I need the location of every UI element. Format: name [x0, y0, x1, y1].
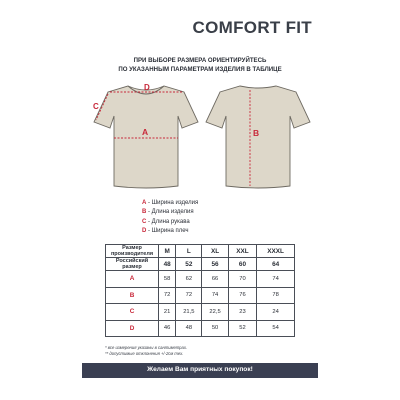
legend-key: B [142, 209, 147, 216]
footer-text: Желаем Вам приятных покупок! [147, 366, 253, 373]
table-cell: 48 [176, 320, 202, 337]
table-row [106, 304, 295, 321]
size-table [105, 244, 295, 337]
legend-item-c [142, 218, 302, 227]
table-cell: XXL [228, 245, 257, 258]
footnote-1: * все измерения указаны в сантиметрах. [105, 345, 188, 350]
table-header-row [106, 245, 295, 258]
table-cell: 22,5 [202, 304, 228, 321]
table-row [106, 320, 295, 337]
legend-text: - Длина изделия [146, 209, 194, 216]
table-cell: 56 [202, 258, 228, 271]
table-cell: 24 [257, 304, 295, 321]
legend-text: - Ширина плеч [146, 228, 189, 235]
table-cell: 54 [257, 320, 295, 337]
legend-text: - Длина рукава [146, 218, 190, 225]
footnote-2: ** допустимые отклонения +/-2см тех. [105, 351, 184, 356]
shirt-back-diagram [204, 82, 312, 192]
table-cell: 60 [228, 258, 257, 271]
table-cell: 50 [202, 320, 228, 337]
table-row [106, 287, 295, 304]
legend-key: D [142, 228, 147, 235]
legend-item-b [142, 208, 302, 217]
intro-line-2: ПО УКАЗАННЫМ ПАРАМЕТРАМ ИЗДЕЛИЯ В ТАБЛИЦЕ [118, 66, 282, 73]
table-cell: B [106, 287, 159, 304]
table-cell: Размер производителя [106, 245, 159, 258]
table-cell: L [176, 245, 202, 258]
table-cell: 66 [202, 271, 228, 288]
footer-banner [82, 363, 318, 378]
table-cell: A [106, 271, 159, 288]
measurement-legend [142, 199, 302, 237]
table-row-ru-size [106, 258, 295, 271]
intro-text [82, 56, 318, 74]
measure-c-label: C [93, 102, 99, 111]
table-cell: 23 [228, 304, 257, 321]
legend-text: - Ширина изделия [146, 200, 199, 206]
table-cell: C [106, 304, 159, 321]
table-cell: 21,5 [176, 304, 202, 321]
table-cell: 21 [159, 304, 176, 321]
legend-key: C [142, 218, 147, 225]
table-row [106, 271, 295, 288]
table-cell: D [106, 320, 159, 337]
header-title: COMFORT FIT [192, 18, 312, 37]
table-cell: 74 [257, 271, 295, 288]
table-cell: 78 [257, 287, 295, 304]
legend-item-a [142, 199, 302, 208]
shirt-diagrams [82, 82, 318, 192]
table-cell: 48 [159, 258, 176, 271]
table-cell: 46 [159, 320, 176, 337]
table-cell: 74 [202, 287, 228, 304]
table-cell: M [159, 245, 176, 258]
table-cell: 62 [176, 271, 202, 288]
table-cell: 72 [159, 287, 176, 304]
shirt-front-shape [94, 86, 198, 188]
table-cell: XXXL [257, 245, 295, 258]
legend-key: A [142, 200, 147, 206]
table-cell: 58 [159, 271, 176, 288]
table-cell: 52 [176, 258, 202, 271]
legend-item-d [142, 227, 302, 236]
header [82, 8, 318, 48]
table-cell: Российский размер [106, 258, 159, 271]
table-cell: 70 [228, 271, 257, 288]
intro-line-1: ПРИ ВЫБОРЕ РАЗМЕРА ОРИЕНТИРУЙТЕСЬ [133, 57, 267, 64]
table-cell: 76 [228, 287, 257, 304]
shirt-front-diagram [92, 82, 200, 192]
size-chart-sheet [82, 0, 318, 400]
table-cell: 52 [228, 320, 257, 337]
measure-b-label: B [253, 128, 260, 138]
footnotes [105, 345, 305, 357]
table-cell: 72 [176, 287, 202, 304]
measure-d-label: D [144, 83, 150, 92]
measure-a-label: A [142, 127, 149, 137]
table-cell: XL [202, 245, 228, 258]
table-cell: 64 [257, 258, 295, 271]
